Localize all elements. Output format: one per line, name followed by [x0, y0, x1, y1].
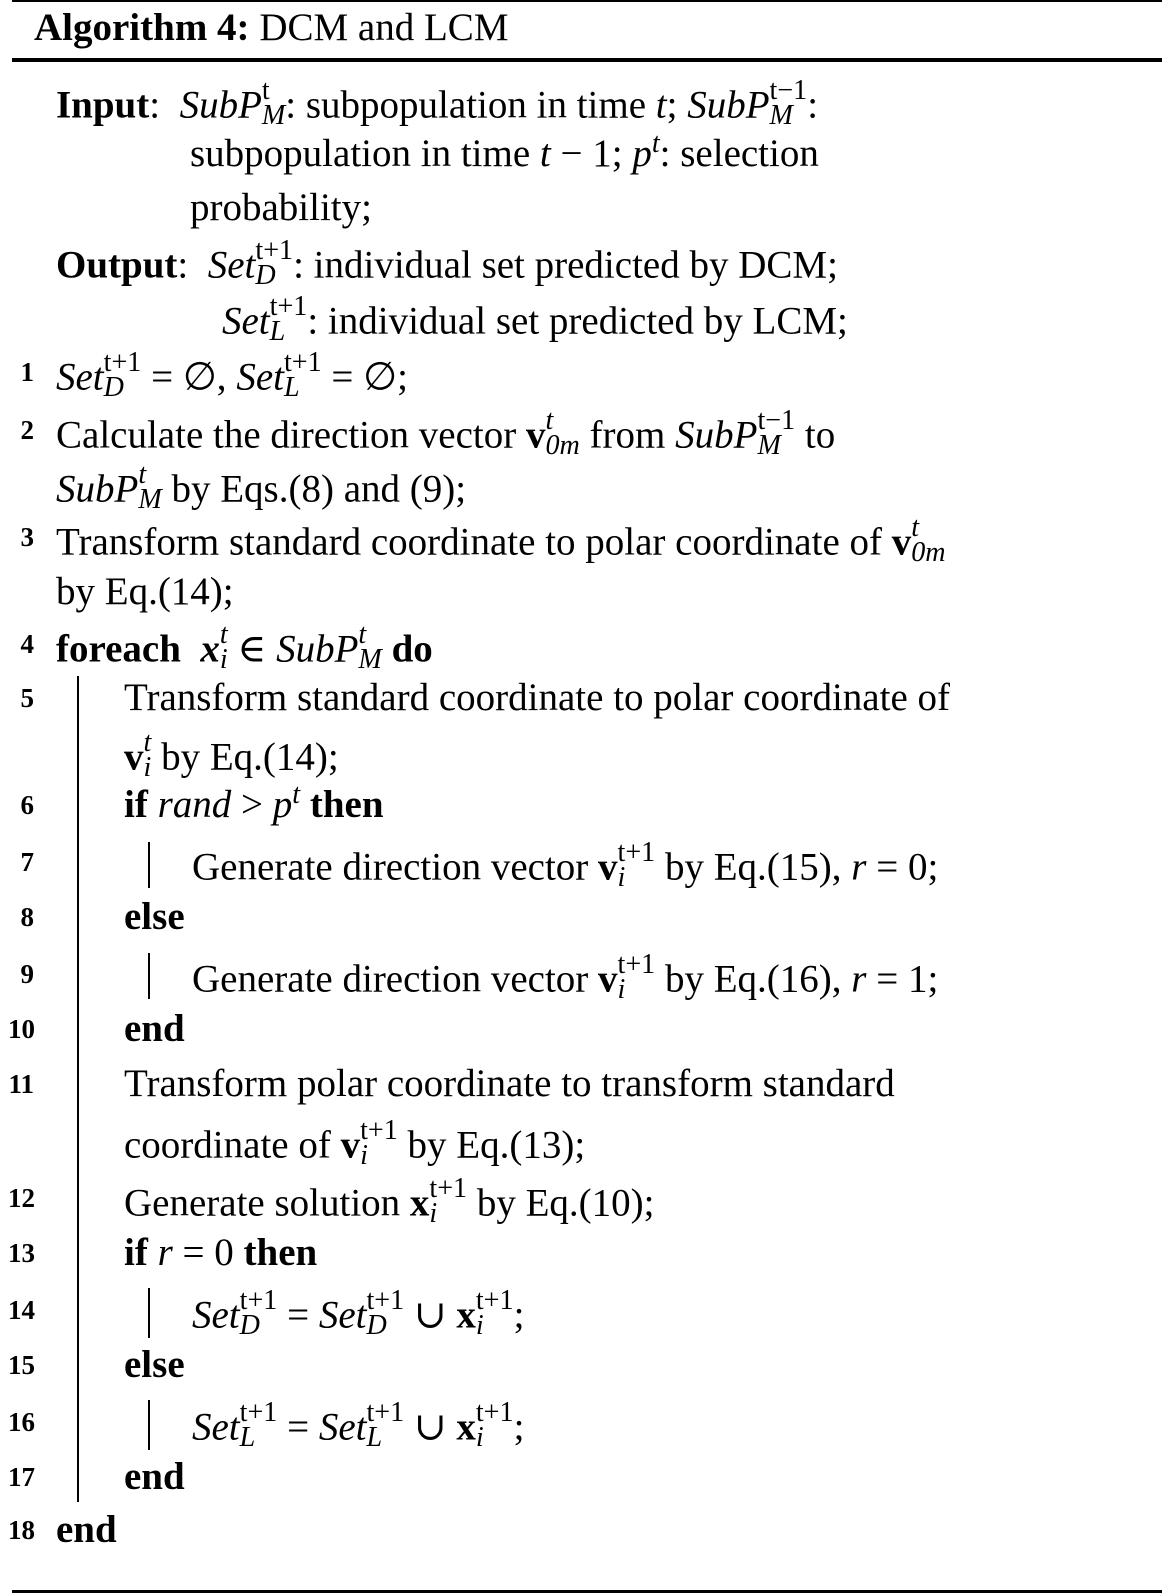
- line-number: 15: [8, 1350, 35, 1380]
- line-number: 12: [8, 1183, 35, 1213]
- line-number: 7: [20, 847, 34, 877]
- step-2-cont: SubP t M by Eqs.(8) and (9);: [56, 459, 467, 516]
- step-17: end: [124, 1455, 185, 1498]
- if-block-bar: [148, 1288, 150, 1338]
- line-number: 2: [20, 415, 34, 445]
- line-number: 5: [20, 683, 34, 713]
- step-9: Generate direction vector v t+1 i by Eq.(16), r = 1;: [192, 949, 939, 1006]
- if-block-bar: [148, 842, 150, 888]
- line-number: 3: [20, 522, 34, 552]
- step-1: Set t+1 D = ∅, Set t+1 L = ∅;: [56, 347, 408, 404]
- step-14: Set t+1 D = Set t+1 D ∪ x t+1 i ;: [192, 1285, 525, 1342]
- step-10: end: [124, 1007, 185, 1050]
- line-number: 4: [20, 629, 34, 659]
- step-8: else: [124, 895, 185, 938]
- step-3: Transform standard coordinate to polar coordinate of v t 0m: [56, 512, 946, 569]
- line-number: 13: [8, 1238, 35, 1268]
- else-block-bar: [148, 1400, 150, 1450]
- line-number: 1: [20, 357, 34, 387]
- input-line-2: subpopulation in time t − 1; $p^t$: selection: [190, 128, 819, 175]
- step-6: if rand > $p^t$ then: [124, 779, 384, 826]
- line-number: 6: [20, 790, 34, 820]
- input-line-3: probability;: [190, 186, 372, 229]
- step-3-cont: by Eq.(14);: [56, 570, 234, 613]
- else-block-bar: [148, 953, 150, 999]
- step-15: else: [124, 1343, 185, 1386]
- bottom-rule: [12, 1590, 1162, 1593]
- step-2: Calculate the direction vector v t 0m from SubP t−1 M to: [56, 405, 836, 462]
- step-18: end: [56, 1508, 117, 1551]
- line-number: 8: [20, 902, 34, 932]
- caption-rule: [12, 58, 1162, 62]
- step-13: if r = 0 then: [124, 1231, 318, 1274]
- step-5-cont: v t i by Eq.(14);: [124, 727, 339, 784]
- output-line-2: Set t+1 L : individual set predicted by LCM;: [222, 291, 848, 348]
- step-11: Transform polar coordinate to transform standard: [124, 1062, 895, 1105]
- line-number: 11: [8, 1069, 34, 1099]
- line-number: 10: [8, 1014, 35, 1044]
- step-4: foreach x t i ∈ SubP t M do: [56, 619, 433, 676]
- algorithm-caption: Algorithm 4: DCM and LCM: [34, 6, 509, 49]
- step-16: Set t+1 L = Set t+1 L ∪ x t+1 i ;: [192, 1397, 525, 1454]
- input-line-1: Input: SubP t M : subpopulation in time t; SubP t−1 M :: [56, 75, 819, 132]
- step-5: Transform standard coordinate to polar coordinate of: [124, 676, 950, 719]
- line-number: 17: [8, 1462, 35, 1492]
- step-11-cont: coordinate of v t+1 i by Eq.(13);: [124, 1115, 586, 1172]
- line-number: 9: [20, 959, 34, 989]
- line-number: 16: [8, 1407, 35, 1437]
- foreach-block-bar: [77, 676, 79, 1502]
- step-12: Generate solution x t+1 i by Eq.(10);: [124, 1173, 655, 1230]
- line-number: 14: [8, 1295, 35, 1325]
- output-line-1: Output: Set t+1 D : individual set predicted by DCM;: [56, 235, 838, 292]
- step-7: Generate direction vector v t+1 i by Eq.(15), r = 0;: [192, 837, 939, 894]
- line-number: 18: [8, 1515, 35, 1545]
